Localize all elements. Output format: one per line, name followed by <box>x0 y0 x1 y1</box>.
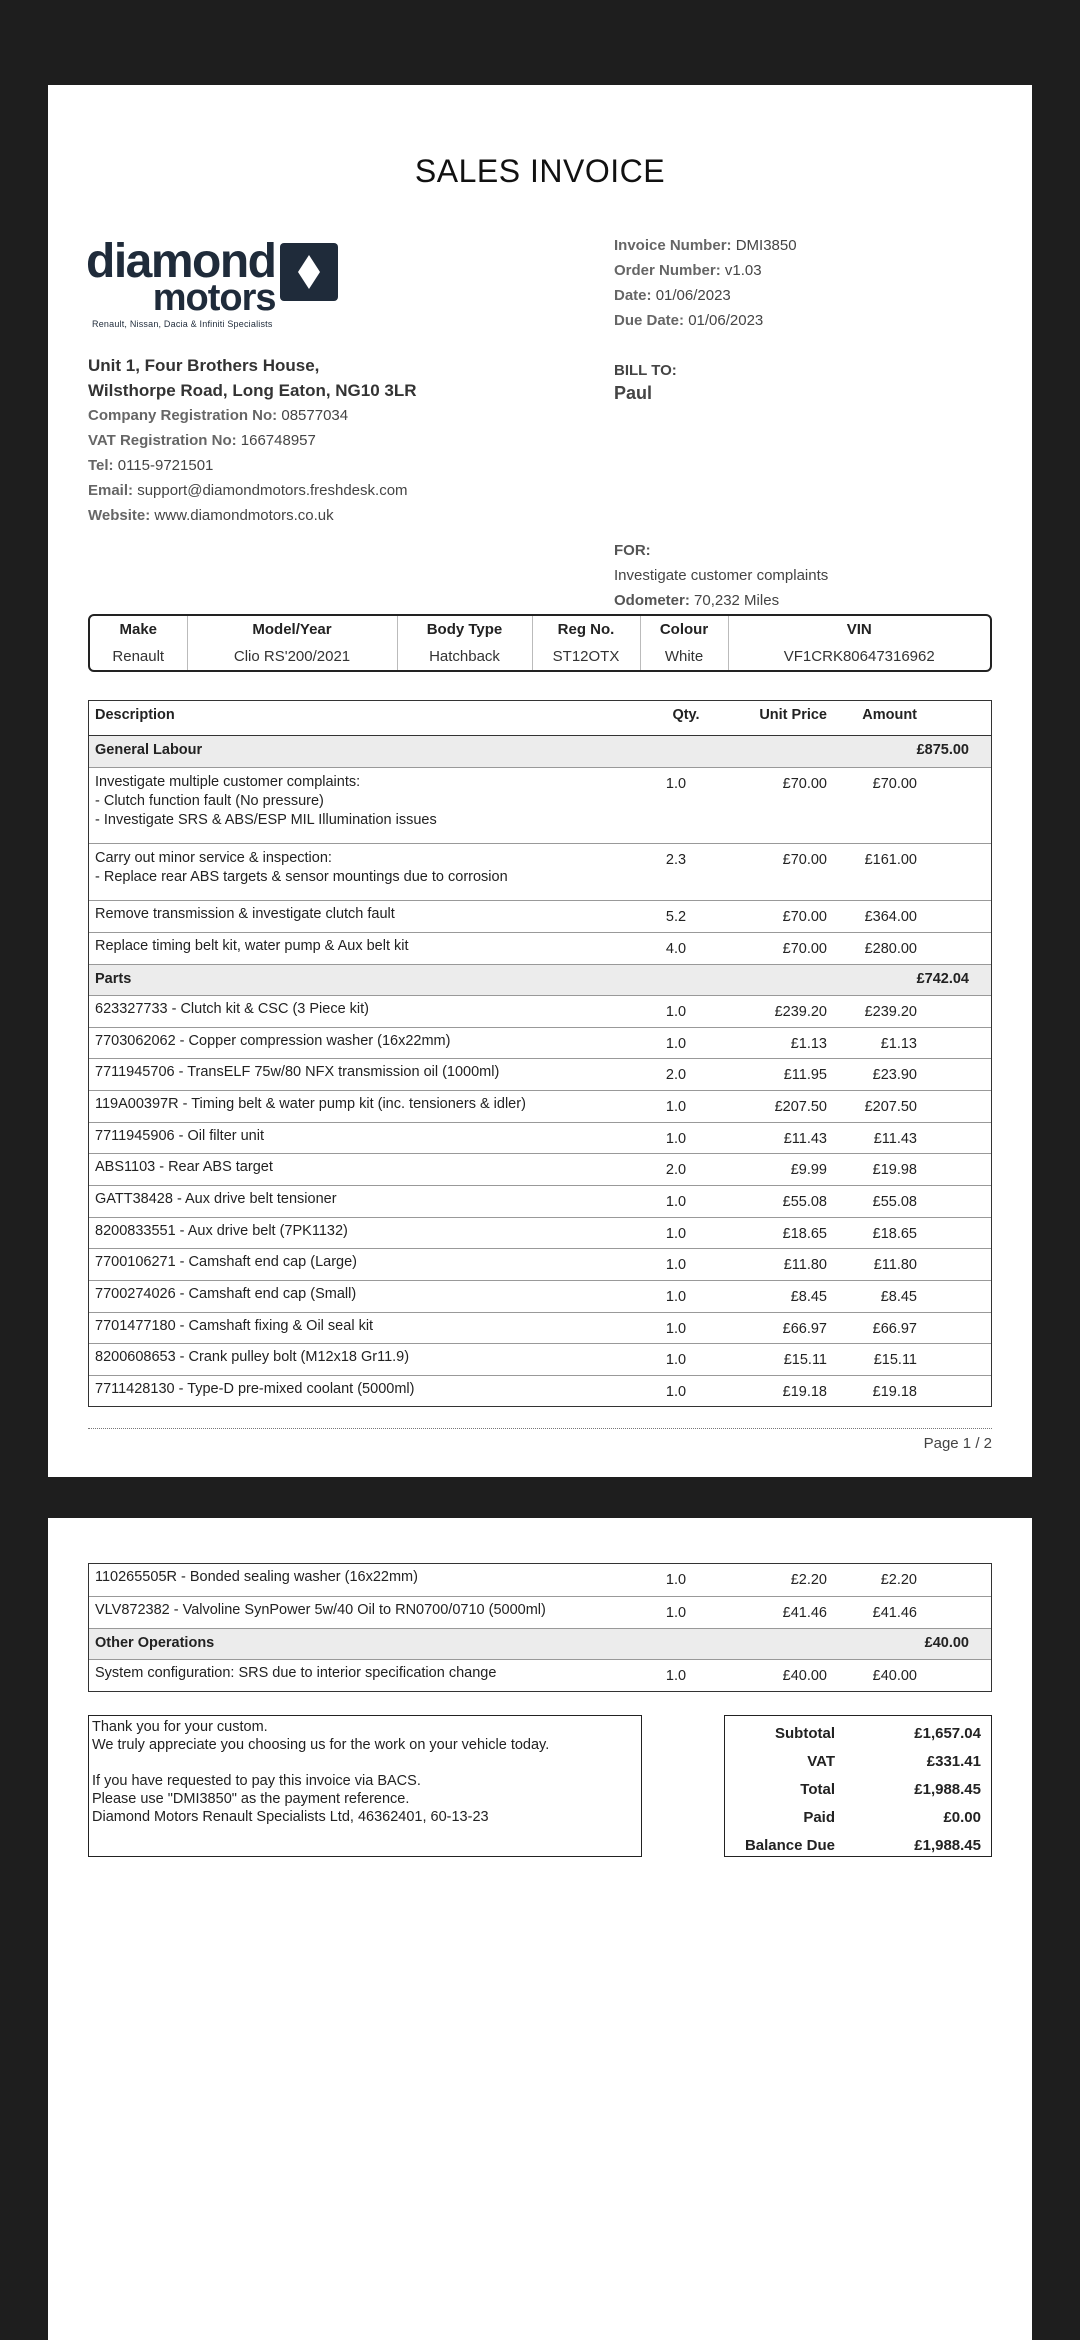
group-total-other: £40.00 <box>827 1628 991 1659</box>
table-row: 623327733 - Clutch kit & CSC (3 Piece kit) 1.0 £239.20 £239.20 <box>89 995 991 1027</box>
logo-tagline: Renault, Nissan, Dacia & Infiniti Specialists <box>92 318 273 329</box>
paid-value: £0.00 <box>943 1808 981 1826</box>
vehicle-model: Clio RS'200/2021 <box>187 643 397 670</box>
col-qty: Qty. <box>621 701 731 735</box>
vat-label: VAT <box>807 1752 835 1770</box>
company-info <box>88 353 417 528</box>
table-row: 110265505R - Bonded sealing washer (16x22mm) 1.0 £2.20 £2.20 <box>95 1569 917 1588</box>
due-date: Due Date: 01/06/2023 <box>614 312 764 329</box>
vehicle-header-vin: VIN <box>728 616 990 643</box>
logo-word-motors: motors <box>152 277 276 320</box>
group-parts: Parts <box>89 964 621 995</box>
table-row: VLV872382 - Valvoline SynPower 5w/40 Oil to RN0700/0710 (5000ml) 1.0 £41.46 £41.46 <box>89 1596 991 1628</box>
vehicle-table <box>88 614 992 672</box>
vehicle-vin: VF1CRK80647316962 <box>728 643 990 670</box>
invoice-date: Date: 01/06/2023 <box>614 287 731 304</box>
balance-due-value: £1,988.45 <box>914 1836 981 1854</box>
vehicle-header-colour: Colour <box>640 616 728 643</box>
total-label: Total <box>800 1780 835 1798</box>
company-logo <box>86 235 346 329</box>
table-row: 7703062062 - Copper compression washer (16x22mm) 1.0 £1.13 £1.13 <box>89 1027 991 1058</box>
group-total-labour: £875.00 <box>827 735 991 767</box>
items-table <box>88 700 992 1407</box>
table-row: 7711945906 - Oil filter unit 1.0 £11.43 £11.43 <box>89 1122 991 1153</box>
vehicle-header-make: Make <box>119 621 158 638</box>
invoice-page-2 <box>48 1518 1032 2340</box>
bill-to <box>614 362 677 404</box>
table-row: Remove transmission & investigate clutch fault 5.2 £70.00 £364.00 <box>89 900 991 932</box>
group-general-labour: General Labour <box>89 735 621 767</box>
table-row: 7700106271 - Camshaft end cap (Large) 1.0 £11.80 £11.80 <box>89 1248 991 1280</box>
col-amount: Amount <box>827 701 917 735</box>
diamond-icon <box>280 243 338 301</box>
company-reg-line: Company Registration No: 08577034 <box>88 407 349 424</box>
table-row: System configuration: SRS due to interior specification change 1.0 £40.00 £40.00 <box>89 1659 991 1691</box>
vehicle-header-model: Model/Year <box>187 616 397 643</box>
table-row: Replace timing belt kit, water pump & Aux belt kit 4.0 £70.00 £280.00 <box>89 932 991 964</box>
company-address-2: Wilsthorpe Road, Long Eaton, NG10 3LR <box>88 381 417 400</box>
table-row: 7711945706 - TransELF 75w/80 NFX transmission oil (1000ml) 2.0 £11.95 £23.90 <box>89 1058 991 1090</box>
for-block <box>614 538 828 613</box>
table-row: 7701477180 - Camshaft fixing & Oil seal kit 1.0 £66.97 £66.97 <box>89 1312 991 1343</box>
website-line: Website: www.diamondmotors.co.uk <box>88 507 334 524</box>
odometer: Odometer: 70,232 Miles <box>614 592 780 609</box>
vehicle-make: Renault <box>112 648 165 665</box>
vehicle-colour: White <box>640 643 728 670</box>
for-text: Investigate customer complaints <box>614 567 829 584</box>
vehicle-reg: ST12OTX <box>532 643 640 670</box>
totals-box <box>724 1715 992 1857</box>
tel-line: Tel: 0115-9721501 <box>88 457 214 474</box>
table-row: 119A00397R - Timing belt & water pump kit (inc. tensioners & idler) 1.0 £207.50 £207.50 <box>89 1090 991 1122</box>
table-row: 7711428130 - Type-D pre-mixed coolant (5000ml) 1.0 £19.18 £19.18 <box>89 1375 991 1406</box>
items-table-continued <box>88 1563 992 1692</box>
payment-note: Thank you for your custom. We truly appreciate you choosing us for the work on your vehicle today. If you have requested to pay this invoice via BACS. Please use "DMI3850" as the payment reference. Diamond Motors Renault Specialists Ltd, 46362401, 60-13-23 <box>88 1715 642 1857</box>
table-row: Investigate multiple customer complaints: - Clutch function fault (No pressure) - Investigate SRS & ABS/ESP MIL Illumination issues 1.0 £70.00 £70.00 <box>89 767 991 843</box>
vat-reg-line: VAT Registration No: 166748957 <box>88 432 316 449</box>
email-line: Email: support@diamondmotors.freshdesk.com <box>88 482 408 499</box>
group-other-operations: Other Operations <box>89 1628 621 1659</box>
page-footer-divider <box>88 1428 992 1429</box>
col-description: Description <box>89 701 621 735</box>
subtotal-label: Subtotal <box>775 1724 835 1742</box>
invoice-page-1 <box>48 85 1032 1477</box>
balance-due-label: Balance Due <box>744 1836 835 1854</box>
invoice-title: SALES INVOICE <box>414 153 666 189</box>
vehicle-header-reg: Reg No. <box>532 616 640 643</box>
bill-to-heading: BILL TO: <box>614 362 677 379</box>
vehicle-header-body: Body Type <box>397 616 532 643</box>
paid-label: Paid <box>803 1808 835 1826</box>
col-unit-price: Unit Price <box>731 701 827 735</box>
company-address-1: Unit 1, Four Brothers House, <box>88 356 320 375</box>
vehicle-body: Hatchback <box>397 643 532 670</box>
invoice-meta <box>614 233 797 333</box>
for-heading: FOR: <box>614 542 651 559</box>
group-total-parts: £742.04 <box>827 964 991 995</box>
table-row: 7700274026 - Camshaft end cap (Small) 1.0 £8.45 £8.45 <box>89 1280 991 1312</box>
table-row: Carry out minor service & inspection: - Replace rear ABS targets & sensor mountings due to corrosion 2.3 £70.00 £161.00 <box>89 843 991 900</box>
table-row: ABS1103 - Rear ABS target 2.0 £9.99 £19.98 <box>89 1153 991 1185</box>
table-row: 8200833551 - Aux drive belt (7PK1132) 1.0 £18.65 £18.65 <box>89 1217 991 1248</box>
table-row: GATT38428 - Aux drive belt tensioner 1.0 £55.08 £55.08 <box>89 1185 991 1217</box>
invoice-number: Invoice Number: DMI3850 <box>614 237 797 254</box>
subtotal-value: £1,657.04 <box>914 1724 981 1742</box>
vat-value: £331.41 <box>926 1752 981 1770</box>
total-value: £1,988.45 <box>914 1780 981 1798</box>
logo-word-diamond: diamond <box>86 235 276 288</box>
order-number: Order Number: v1.03 <box>614 262 762 279</box>
bill-to-name: Paul <box>614 383 653 403</box>
page-number: Page 1 / 2 <box>923 1435 992 1452</box>
table-row: 8200608653 - Crank pulley bolt (M12x18 Gr11.9) 1.0 £15.11 £15.11 <box>89 1343 991 1375</box>
